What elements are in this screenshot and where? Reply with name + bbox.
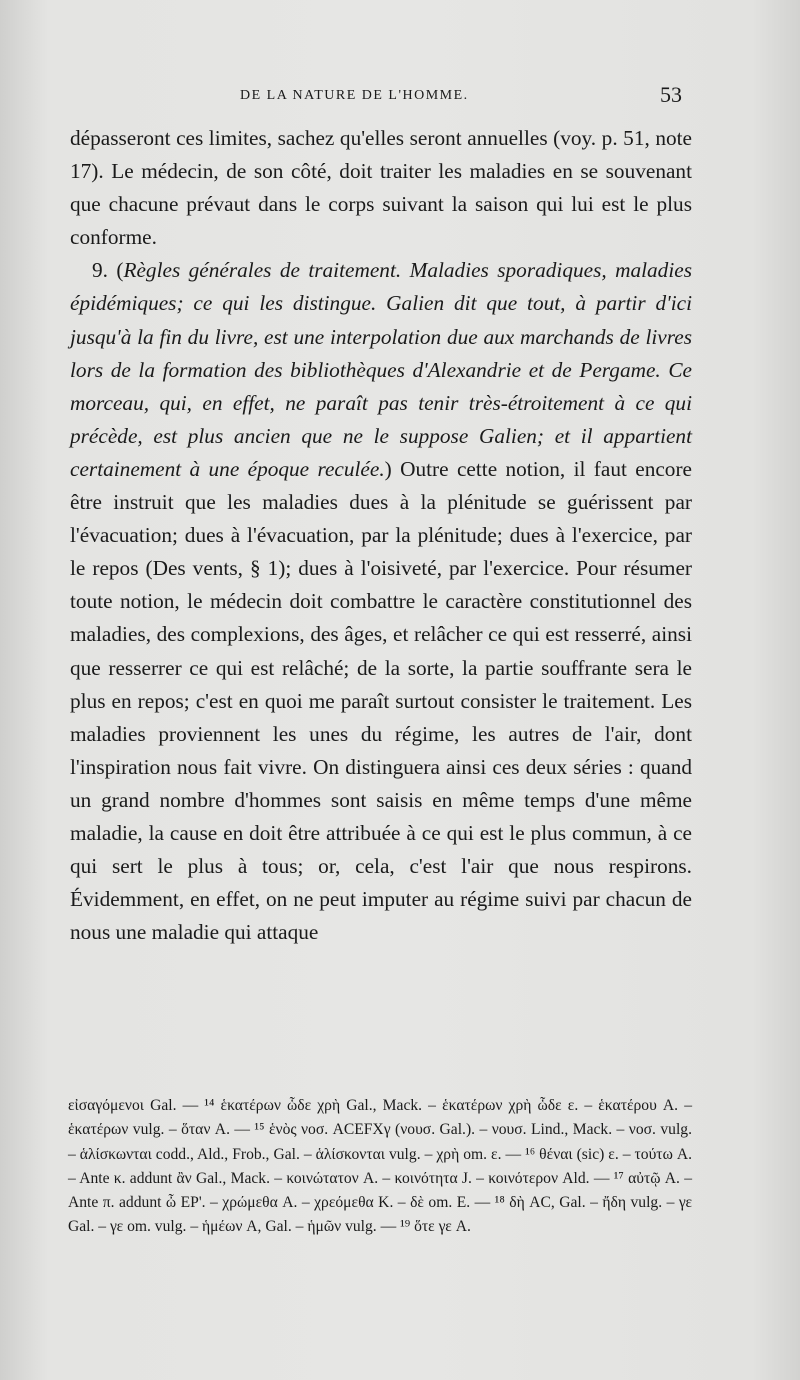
paragraph-1: dépasseront ces limites, sachez qu'elles seront annuelles (voy. p. 51, note 17). Le médecin, de son côté, doit traiter les maladies en se souvenant que chacune prévaut dans le corps suivant la saison qui lui est le plus conforme.	[70, 126, 692, 250]
section-number: 9. (	[92, 258, 124, 283]
running-title: DE LA NATURE DE L'HOMME.	[240, 88, 469, 103]
footnote-text: εἰσαγόμενοι Gal. — ¹⁴ ἑκατέρων ὧδε χρὴ Gal., Mack. – ἑκατέρων χρὴ ὧδε ε. – ἑκατέρου A. – ἑκατέρων vulg. – ὅταν A. — ¹⁵ ἑνὸς νοσ. ACEFXγ (νουσ. Gal.). – νουσ. Lind., Mack. – νοσ. vulg. – ἁλίσκωνται codd., Ald., Frob., Gal. – ἁλίσκονται vulg. – χρὴ om. ε. — ¹⁶ θέναι (sic) ε. – τούτω A. – Ante κ. addunt ἂν Gal., Mack. – κοινώτατον A. – κοινότητα J. – κοινότερον Ald. — ¹⁷ αὐτῷ A. – Ante π. addunt ὦ EP'. – χρώμεθα A. – χρεόμεθα K. – δὲ om. E. — ¹⁸ δὴ AC, Gal. – ἤδη vulg. – γε Gal. – γε om. vulg. – ἡμέων A, Gal. – ἡμῶν vulg. — ¹⁹ ὅτε γε A.	[68, 1097, 692, 1236]
page-number: 53	[660, 82, 682, 107]
section-text: ) Outre cette notion, il faut encore être instruit que les maladies dues à la plénitude se guérissent par l'évacuation; dues à l'évacuation, par la plénitude; dues à l'exercice, par le repos (Des vents, § 1); dues à l'oisiveté, par l'exercice. Pour résumer toute notion, le médecin doit combattre le caractère constitutionnel des maladies, des complexions, des âges, et relâcher ce qui est resserré, ainsi que resserrer ce qui est relâché; de la sorte, la partie souffrante sera le plus en repos; c'est en quoi me paraît surtout consister le traitement. Les maladies proviennent les unes du régime, les autres de l'air, dont l'inspiration nous fait vivre. On distinguera ainsi ces deux séries : quand un grand nombre d'hommes sont saisis en même temps d'une même maladie, la cause en doit être attribuée à ce qui est le plus commun, à ce qui sert le plus à tous; or, cela, c'est l'air que nous respirons. Évidemment, en effet, on ne peut imputer au régime suivi par chacun de nous une maladie qui attaque	[70, 456, 692, 945]
section-summary: Règles générales de traitement. Maladies sporadiques, maladies épidémiques; ce qui les distingue. Galien dit que tout, à partir d'ici jusqu'à la fin du livre, est une interpolation due aux marchands de livres lors de la formation des bibliothèques d'Alexandrie et de Pergame. Ce morceau, qui, en effet, ne paraît pas tenir très-étroitement à ce qui précède, est plus ancien que ne le suppose Galien; et il appartient certainement à une époque reculée.	[70, 258, 692, 481]
footnotes	[68, 1094, 692, 1240]
main-text	[70, 122, 692, 949]
paragraph-2	[70, 254, 692, 949]
